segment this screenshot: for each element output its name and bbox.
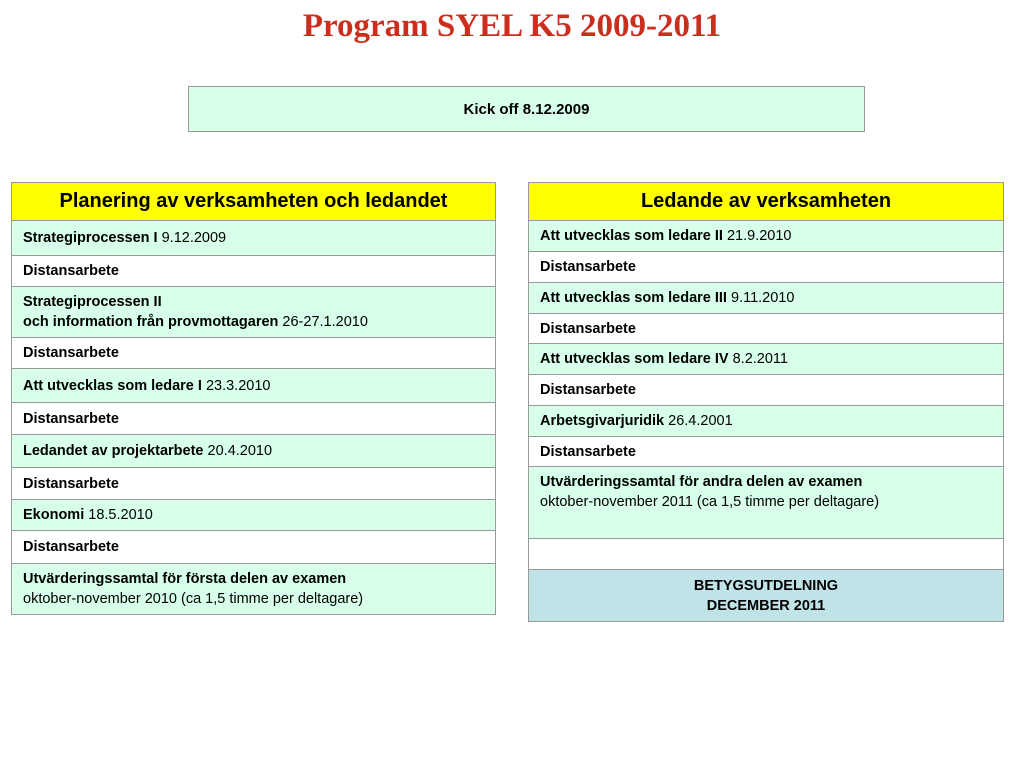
row-date: 18.5.2010: [88, 507, 153, 523]
row-date: 23.3.2010: [205, 377, 271, 394]
right-row-distansarbete-4: [529, 437, 1003, 467]
left-row-distansarbete-4: [12, 468, 495, 500]
final-line-2: DECEMBER 2011: [706, 597, 826, 614]
row-date: 21.9.2010: [726, 228, 792, 244]
row-label: Distansarbete: [540, 443, 636, 460]
betygsutdelning-box: [529, 570, 1003, 621]
row-date: 9.12.2009: [161, 230, 227, 246]
left-row-utvarderingssamtal: [12, 564, 495, 614]
right-row-arbetsgivarjuridik: [529, 406, 1003, 437]
left-row-strategiprocessen-2: [12, 287, 495, 338]
row-label: Ledandet av projektarbete: [23, 443, 204, 459]
row-label: Strategiprocessen II: [23, 294, 162, 310]
left-row-distansarbete-2: [12, 338, 495, 369]
row-label: Distansarbete: [540, 382, 636, 398]
row-date: 26.4.2001: [668, 413, 733, 429]
right-row-ledare-2: [529, 221, 1003, 252]
row-label: Ekonomi: [23, 507, 85, 523]
row-detail: oktober-november 2010 (ca 1,5 timme per deltagare): [23, 591, 364, 607]
row-label: Att utvecklas som ledare II: [540, 228, 723, 244]
row-label: Att utvecklas som ledare III: [540, 290, 727, 306]
row-label: Utvärderingssamtal för första delen av examen: [23, 571, 347, 587]
left-row-strategiprocessen-1: [12, 221, 495, 256]
left-column-heading: Planering av verksamheten och ledandet: [12, 183, 495, 221]
right-row-empty: [529, 539, 1003, 570]
right-column-heading: Ledande av verksamheten: [529, 183, 1003, 221]
row-label: Att utvecklas som ledare I: [23, 377, 202, 394]
left-row-projektarbete: [12, 435, 495, 468]
row-date: 8.2.2011: [732, 351, 788, 367]
right-row-ledare-4: [529, 344, 1003, 375]
row-label: Distansarbete: [23, 539, 119, 555]
right-row-distansarbete-1: [529, 252, 1003, 283]
row-detail: oktober-november 2011 (ca 1,5 timme per deltagare): [540, 494, 880, 510]
row-date: 26-27.1.2010: [282, 314, 368, 330]
left-row-ekonomi: [12, 500, 495, 531]
right-program-table: [528, 182, 1004, 622]
row-label: Distansarbete: [23, 475, 119, 492]
row-label-cont: och information från provmottagaren: [23, 314, 279, 330]
right-row-ledare-3: [529, 283, 1003, 314]
left-row-distansarbete-5: [12, 531, 495, 564]
kickoff-label: Kick off 8.12.2009: [463, 100, 590, 118]
left-row-ledare-1: [12, 369, 495, 403]
page-title: Program SYEL K5 2009-2011: [302, 8, 722, 44]
kickoff-box: [188, 86, 865, 132]
row-label: Att utvecklas som ledare IV: [540, 351, 729, 367]
left-row-distansarbete-3: [12, 403, 495, 435]
row-label: Strategiprocessen I: [23, 230, 158, 246]
right-row-distansarbete-3: [529, 375, 1003, 406]
left-row-distansarbete-1: [12, 256, 495, 287]
right-row-distansarbete-2: [529, 314, 1003, 344]
row-label: Distansarbete: [540, 320, 636, 337]
row-date: 20.4.2010: [207, 443, 273, 459]
row-label: Distansarbete: [23, 345, 119, 361]
left-program-table: [11, 182, 496, 615]
row-label: Distansarbete: [23, 263, 119, 279]
final-line-1: BETYGSUTDELNING: [693, 577, 839, 594]
row-label: Distansarbete: [23, 410, 119, 427]
row-label: Utvärderingssamtal för andra delen av examen: [540, 474, 863, 490]
row-label: Arbetsgivarjuridik: [540, 413, 665, 429]
row-label: Distansarbete: [540, 259, 636, 275]
right-row-utvarderingssamtal: [529, 467, 1003, 539]
row-date: 9.11.2010: [731, 290, 795, 306]
